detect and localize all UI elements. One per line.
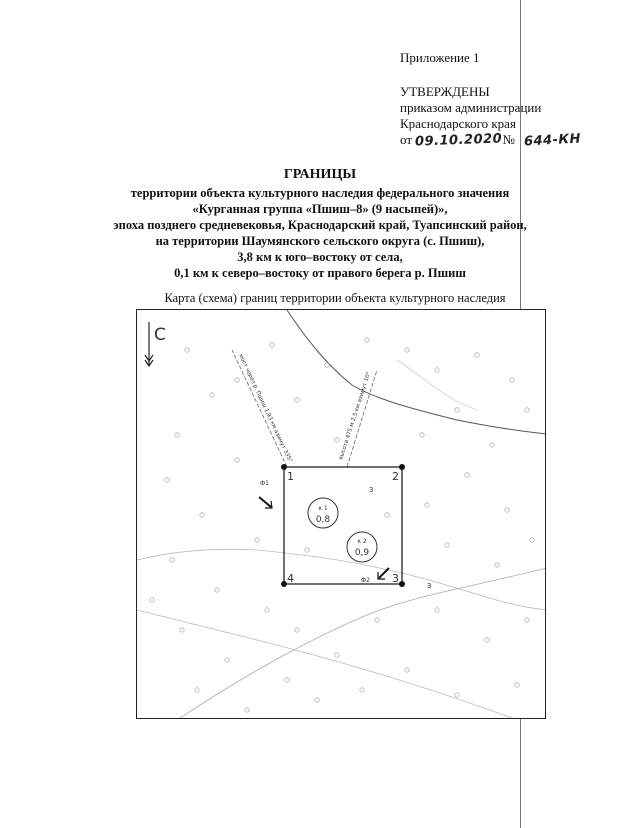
document-title bbox=[100, 167, 540, 281]
corner-label-4: 4 bbox=[287, 572, 294, 585]
title-line: эпоха позднего средневековья, Краснодарский край, Туапсинский район, bbox=[113, 218, 527, 232]
terrain-marker bbox=[490, 443, 494, 447]
terrain-marker bbox=[225, 658, 229, 662]
terrain-marker bbox=[515, 683, 519, 687]
terrain-marker bbox=[375, 618, 379, 622]
title-line: на территории Шаумянского сельского округа (с. Пшиш), bbox=[155, 234, 485, 248]
mound-2-label: к 2 bbox=[357, 538, 367, 545]
terrain-marker bbox=[420, 433, 424, 437]
terrain-marker bbox=[245, 708, 249, 712]
contour-label: 3 bbox=[369, 486, 374, 494]
mound-2 bbox=[347, 532, 377, 562]
terrain-marker bbox=[180, 628, 184, 632]
order-line-1: приказом администрации bbox=[400, 100, 542, 115]
terrain-marker bbox=[295, 398, 299, 402]
terrain-marker bbox=[465, 473, 469, 477]
terrain-marker bbox=[485, 638, 489, 642]
boundary-map bbox=[136, 309, 546, 719]
terrain-marker bbox=[505, 508, 509, 512]
terrain-marker bbox=[315, 698, 319, 702]
terrain-marker bbox=[405, 668, 409, 672]
terrain-marker bbox=[455, 408, 459, 412]
terrain-marker bbox=[365, 338, 369, 342]
terrain-marker bbox=[495, 563, 499, 567]
road-line bbox=[287, 310, 546, 434]
order-prefix: от bbox=[400, 132, 413, 147]
terrain-marker bbox=[525, 408, 529, 412]
photo-point-1 bbox=[259, 480, 272, 508]
terrain-marker bbox=[305, 548, 309, 552]
title-main: ГРАНИЦЫ bbox=[283, 167, 357, 182]
terrain-marker bbox=[265, 608, 269, 612]
corner-label-3: 3 bbox=[392, 572, 399, 585]
mound-1 bbox=[308, 498, 338, 528]
north-arrow bbox=[145, 322, 166, 366]
terrain-marker bbox=[235, 378, 239, 382]
terrain-marker bbox=[325, 363, 329, 367]
terrain-marker bbox=[165, 478, 169, 482]
mound-1-value: 0,8 bbox=[315, 515, 331, 525]
terrain-marker bbox=[425, 503, 429, 507]
terrain-marker bbox=[150, 598, 154, 602]
terrain-marker bbox=[510, 378, 514, 382]
contour-label: 3 bbox=[427, 582, 432, 590]
terrain-marker bbox=[235, 458, 239, 462]
terrain-marker bbox=[295, 628, 299, 632]
terrain-marker bbox=[175, 433, 179, 437]
terrain-marker bbox=[255, 538, 259, 542]
title-line: территории объекта культурного наследия федерального значения bbox=[130, 186, 510, 200]
north-label: С bbox=[154, 325, 166, 345]
reference-label-right: высота 475 м 2,5 км азимут 10° bbox=[338, 371, 373, 461]
corner-label-2: 2 bbox=[392, 470, 399, 483]
terrain-marker bbox=[335, 653, 339, 657]
terrain-markers bbox=[150, 338, 534, 712]
terrain-marker bbox=[455, 693, 459, 697]
terrain-marker bbox=[285, 678, 289, 682]
terrain-marker bbox=[335, 438, 339, 442]
map-svg bbox=[137, 310, 546, 719]
terrain-marker bbox=[530, 538, 534, 542]
terrain-marker bbox=[405, 348, 409, 352]
appendix-label: Приложение 1 bbox=[400, 50, 480, 65]
order-num-sign: № bbox=[502, 132, 515, 147]
terrain-marker bbox=[525, 618, 529, 622]
mound-1-label: к 1 bbox=[318, 505, 328, 512]
map-caption: Карта (схема) границ территории объекта культурного наследия bbox=[164, 291, 506, 305]
boundary-square bbox=[284, 467, 402, 584]
terrain-marker bbox=[445, 543, 449, 547]
contour-line bbox=[137, 610, 517, 719]
order-number: 644-КН bbox=[523, 131, 582, 150]
photo-point-2 bbox=[361, 568, 389, 584]
order-date-line bbox=[400, 132, 620, 149]
reference-line-left bbox=[232, 350, 287, 467]
approved-label: УТВЕРЖДЕНЫ bbox=[400, 84, 490, 99]
terrain-marker bbox=[210, 393, 214, 397]
corner-label-1: 1 bbox=[287, 470, 294, 483]
terrain-marker bbox=[170, 558, 174, 562]
title-line: 3,8 км к юго–востоку от села, bbox=[237, 250, 403, 264]
mound-2-value: 0,9 bbox=[354, 548, 370, 558]
terrain-marker bbox=[200, 513, 204, 517]
terrain-marker bbox=[185, 348, 189, 352]
corner-point-3 bbox=[399, 581, 405, 587]
photo-point-2-label: Ф2 bbox=[361, 577, 370, 584]
terrain-marker bbox=[360, 688, 364, 692]
approval-header bbox=[400, 50, 620, 149]
title-line: «Курганная группа «Пшиш–8» (9 насыпей)», bbox=[192, 202, 448, 216]
terrain-marker bbox=[270, 343, 274, 347]
terrain-marker bbox=[475, 353, 479, 357]
order-line-2: Краснодарского края bbox=[400, 116, 516, 131]
terrain-marker bbox=[385, 513, 389, 517]
title-line: 0,1 км к северо–востоку от правого берега р. Пшиш bbox=[174, 266, 466, 280]
terrain-marker bbox=[435, 368, 439, 372]
contour-line bbox=[137, 549, 546, 610]
terrain-marker bbox=[215, 588, 219, 592]
order-date: 09.10.2020 bbox=[415, 131, 503, 150]
terrain-marker bbox=[195, 688, 199, 692]
contour-line bbox=[177, 568, 546, 719]
corner-point-2 bbox=[399, 464, 405, 470]
terrain-marker bbox=[435, 608, 439, 612]
reference-label-left: мост через р. Пшиш 1,93 км азимут 335° bbox=[237, 353, 293, 464]
photo-point-1-label: Ф1 bbox=[260, 480, 269, 487]
